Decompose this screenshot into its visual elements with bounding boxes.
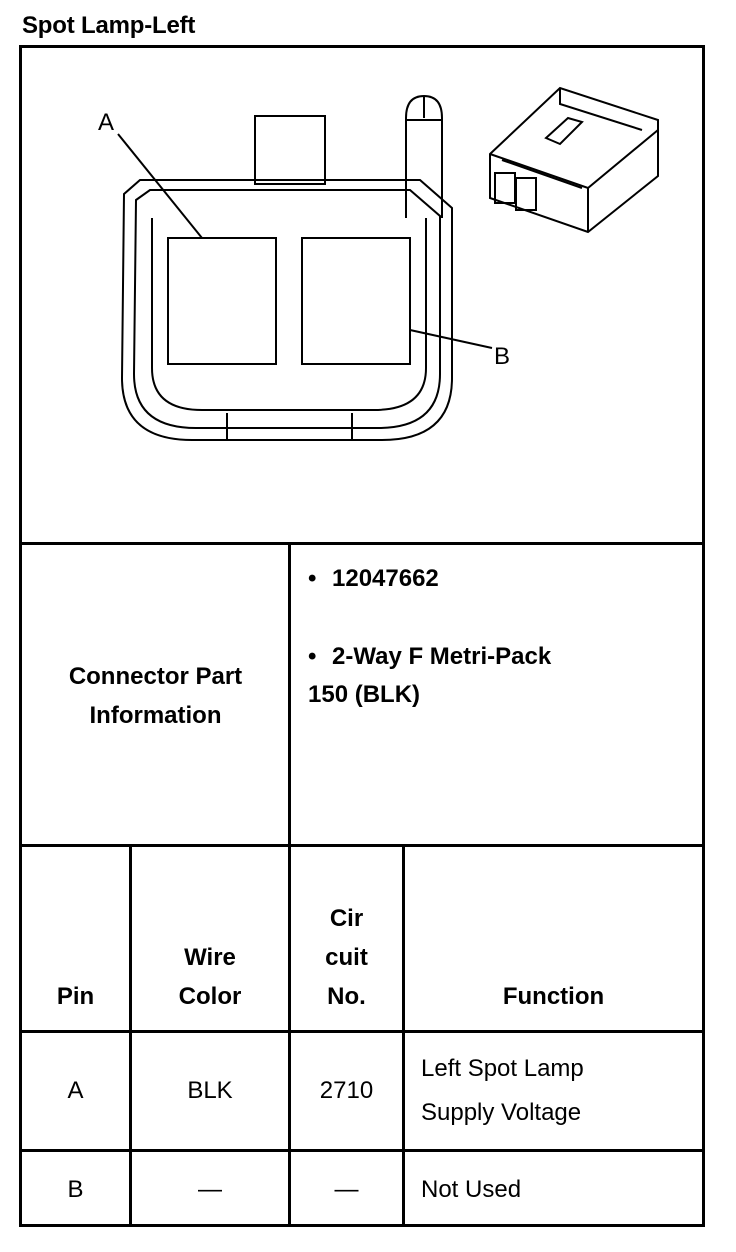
table-row-a-function-text: Left Spot Lamp Supply Voltage xyxy=(421,1055,584,1126)
list-item xyxy=(292,638,702,676)
connector-face-diagram xyxy=(22,48,702,540)
table-row-a-pin: A xyxy=(67,1077,84,1104)
connector-part-info-label xyxy=(22,548,289,844)
header-function xyxy=(405,847,702,1030)
leader-a xyxy=(118,134,202,238)
header-wire-color xyxy=(132,847,288,1030)
cavity-b xyxy=(302,238,410,364)
page-title: Spot Lamp-Left xyxy=(22,12,196,39)
table-row-a-wire-color: BLK xyxy=(187,1077,233,1104)
header-circuit-text: Cir cuit No. xyxy=(325,905,368,1010)
list-item xyxy=(292,560,702,598)
header-pin xyxy=(22,847,129,1030)
header-wire-color-text: Wire Color xyxy=(178,944,242,1010)
connector-type-line1: 2-Way F Metri-Pack xyxy=(332,643,552,670)
header-function-text: Function xyxy=(502,983,605,1010)
connector-iso-icon xyxy=(490,88,658,232)
table-row-a-circuit: 2710 xyxy=(319,1077,374,1104)
housing-inner xyxy=(134,190,440,428)
connector-type-line2: 150 (BLK) xyxy=(308,681,421,708)
table-row-b-circuit: — xyxy=(334,1175,359,1203)
bullet: • xyxy=(308,565,317,592)
pin-label-a: A xyxy=(98,109,115,136)
pin-label-b: B xyxy=(494,343,511,370)
header-circuit xyxy=(291,847,402,1030)
divider xyxy=(19,542,705,545)
cavity-a xyxy=(168,238,276,364)
housing-outer xyxy=(122,180,452,440)
latch-tab xyxy=(255,116,325,184)
table-row-b-wire-color: — xyxy=(198,1175,222,1203)
bullet: • xyxy=(308,643,317,670)
connector-part-info-list xyxy=(292,560,702,714)
table-row-a-function xyxy=(405,1033,702,1149)
connector-part-info-text: Connector Part Information xyxy=(68,663,243,729)
table-row-b-function: Not Used xyxy=(421,1175,522,1203)
table-row-b-pin: B xyxy=(67,1175,84,1203)
header-pin-text: Pin xyxy=(56,983,95,1010)
part-number: 12047662 xyxy=(332,565,439,592)
